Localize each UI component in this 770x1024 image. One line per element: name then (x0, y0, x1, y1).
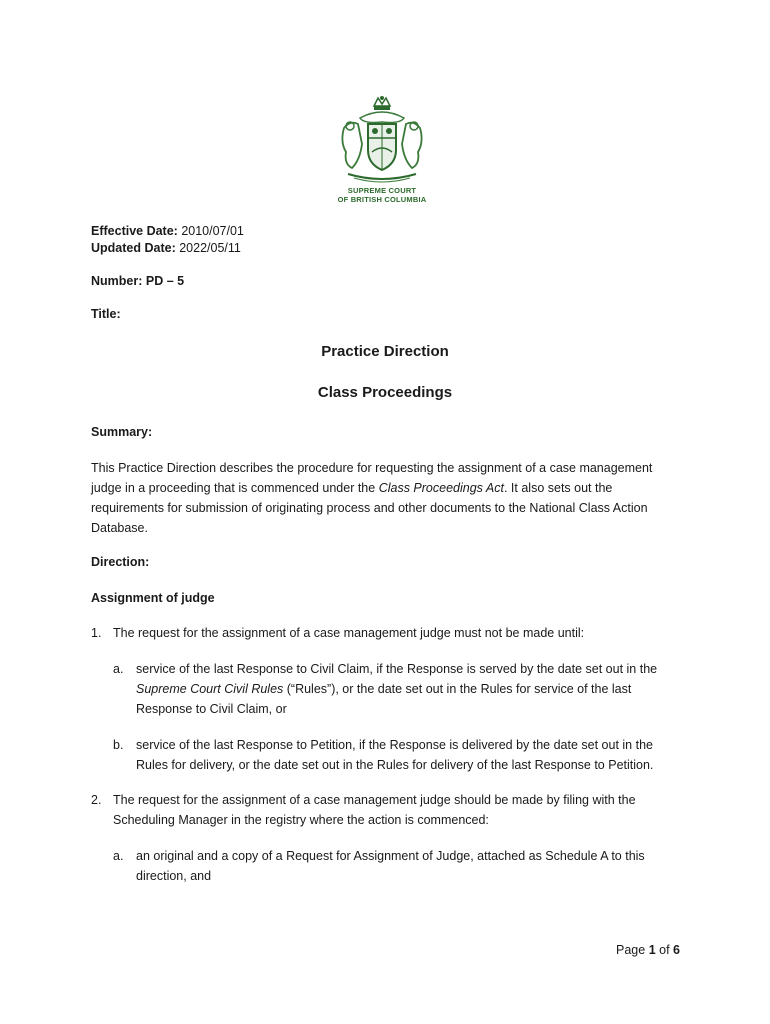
document-title-line2: Class Proceedings (317, 384, 453, 401)
title-label: Title: (91, 307, 121, 321)
page-current: 1 (648, 943, 656, 957)
item1a-before: service of the last Response to Civil Claim, if the Response is served by the date set out in the (136, 662, 658, 676)
summary-text-italic: Class Proceedings Act (378, 481, 504, 495)
page-label: Page (616, 943, 646, 957)
item1b-text: service of the last Response to Petition, if the Response is delivered by the date set out in the Rules for delivery, or the date set out in the Rules for delivery of the last Response to Petition. (136, 738, 654, 772)
item2a-letter: a. (113, 849, 124, 863)
item1a-after: (“Rules”), or the date set out in the Rules for service of the last Response to Civil Claim, or (136, 682, 632, 716)
updated-date (91, 239, 241, 257)
direction-heading: Direction: (91, 555, 150, 569)
updated-date-value: 2022/05/11 (179, 241, 241, 255)
crest-text-line1: SUPREME COURT (347, 186, 417, 195)
item1-number: 1. (91, 626, 102, 640)
item1a-text (136, 659, 668, 719)
coat-of-arms-icon (330, 94, 434, 186)
item1a-letter: a. (113, 662, 124, 676)
of-label: of (659, 943, 670, 957)
document-title-line1: Practice Direction (321, 343, 449, 360)
summary-paragraph (91, 458, 671, 538)
summary-text-after: . It also sets out the requirements for submission of originating process and other documents to the National Class Action Database. (91, 481, 648, 535)
crest-text-line2: OF BRITISH COLUMBIA (337, 195, 427, 204)
item2a-text: an original and a copy of a Request for Assignment of Judge, attached as Schedule A to this direction, and (136, 849, 645, 883)
item2-number: 2. (91, 793, 102, 807)
item1b-letter: b. (113, 738, 124, 752)
assignment-subheading: Assignment of judge (91, 591, 215, 605)
effective-date (91, 222, 244, 240)
item2-text: The request for the assignment of a case management judge should be made by filing with the Scheduling Manager in the registry where the action is commenced: (113, 793, 636, 827)
updated-date-label: Updated Date: (91, 241, 176, 255)
effective-date-value: 2010/07/01 (181, 224, 244, 238)
effective-date-label: Effective Date: (91, 224, 178, 238)
document-number: Number: PD – 5 (91, 274, 185, 288)
page-total: 6 (673, 943, 680, 957)
summary-text-before: This Practice Direction describes the procedure for requesting the assignment of a case management judge in a proceeding that is commenced under the (91, 461, 653, 495)
item1a-italic: Supreme Court Civil Rules (136, 682, 284, 696)
summary-heading: Summary: (91, 425, 153, 439)
page-number (616, 943, 680, 957)
court-crest-logo (330, 94, 434, 206)
item1-text: The request for the assignment of a case management judge must not be made until: (113, 626, 585, 640)
